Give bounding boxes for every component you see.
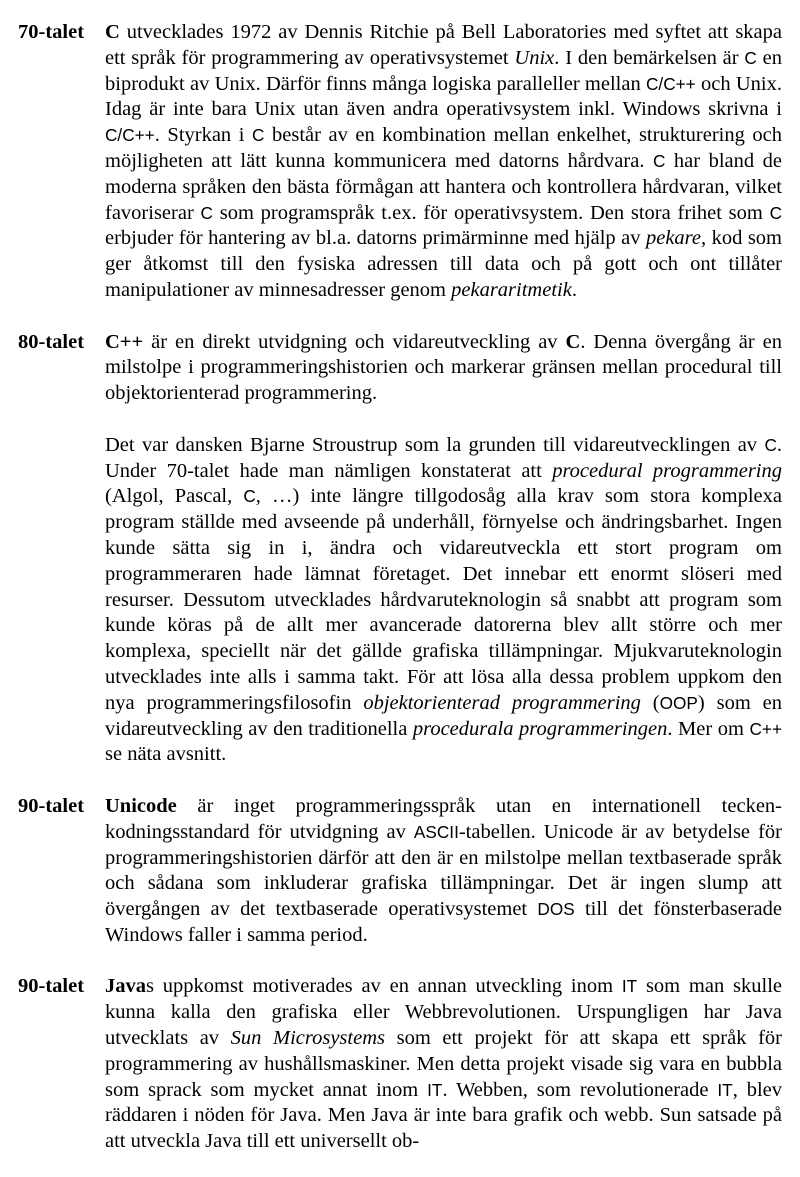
text-run: pekararitmetik <box>451 278 572 301</box>
text-run: s uppkomst motiverades av en annan utveckling inom <box>146 975 622 998</box>
text-run: , blev räddaren i nöden för Java. Men Java är inte bara grafik och webb. Sun satsade på att utveckla Java till ett universellt ob- <box>105 1078 783 1153</box>
text-run: utvecklades 1972 av Dennis Ritchie på Bell Laboratories med syftet att skapa ett språk för programmering av operativsystemet <box>105 21 782 69</box>
text-run: har bland de moderna språken den bästa förmågan att hantera och kontrollera hårdvaran, vilket favoriserar <box>105 149 782 224</box>
text-run: C/C++ <box>105 125 155 146</box>
text-run: C <box>652 150 666 171</box>
text-run: (Algol, Pascal, <box>105 485 244 508</box>
text-run: -tabellen. Unicode är av betydelse för programmeringshistorien därför att den är en milstolpe mellan textbaserade språk och sådana som inkluderar grafiska tillämpningar. Det är ingen slump att övergången av det textbaserade operativsystemet <box>105 820 782 921</box>
text-run: är en direkt utvidgning och vidareutveckling av <box>143 330 566 353</box>
text-run: C <box>243 486 256 507</box>
decade-label: 90-talet <box>18 975 85 998</box>
text-run: objektorienterad programmering <box>363 691 641 714</box>
text-run: C <box>764 434 777 455</box>
text-run: procedural programmering <box>552 459 782 482</box>
text-run: som ett projekt för att skapa ett språk för programmering av hushållsmaskiner. Men detta projekt visade sig vara en bubbla som sprack som mycket annat inom <box>105 1027 782 1101</box>
text-run: . Webben, som revolutionerade <box>442 1078 718 1101</box>
section-content <box>105 794 782 949</box>
section <box>18 330 782 769</box>
text-run: . Mer om <box>667 717 750 740</box>
paragraph <box>105 330 782 407</box>
text-run: pekare <box>645 227 701 250</box>
text-run: C <box>565 330 581 353</box>
text-run: Det var dansken Bjarne Stroustrup som la grunden till vidareutvecklingen av <box>105 433 765 456</box>
section-content <box>105 20 782 304</box>
text-run: , kod som ger åtkomst till den fysiska adressen till data och på gott och ont tillåter manipulationer av minnesadresser genom <box>105 227 782 301</box>
decade-label: 90-talet <box>18 794 85 817</box>
text-run: C <box>200 202 213 223</box>
text-run: Java <box>105 975 146 998</box>
text-run: IT <box>621 976 638 997</box>
text-run: till det fönsterbaserade Windows faller i samma period. <box>105 898 783 946</box>
text-run: Unix <box>514 46 555 69</box>
text-run: . Under 70-talet hade man nämligen konstaterat att <box>105 433 782 482</box>
text-run: Sun Microsystems <box>230 1027 385 1050</box>
text-run: som man skulle kunna kalla den grafiska eller Webbrevolutionen. Urspungligen har Java utvecklats av <box>105 975 783 1050</box>
text-run: DOS <box>537 899 575 920</box>
text-run: Unicode <box>105 794 177 817</box>
section-content <box>105 974 782 1155</box>
text-run: ASCII <box>413 821 459 842</box>
text-run: se näta avsnitt. <box>105 743 227 766</box>
text-run: och Unix. Idag är inte bara Unix utan även andra operativsystem inkl. Windows skrivna i <box>105 72 782 121</box>
section <box>18 794 782 949</box>
text-run: IT <box>717 1079 733 1100</box>
text-run: ) som en vidareutveckling av den traditionella <box>105 691 782 740</box>
text-run: C <box>744 47 757 68</box>
section-content <box>105 330 782 769</box>
text-run: som programspråk t.ex. för operativsystem. Den stora frihet som <box>212 201 770 224</box>
text-run: erbjuder för hantering av bl.a. datorns primärminne med hjälp av <box>105 227 646 250</box>
text-run: IT <box>427 1079 443 1100</box>
text-run: . I den bemärkelsen är <box>554 46 745 69</box>
text-run: C++ <box>105 330 144 353</box>
text-run: är inget programmeringsspråk utan en internationell teckenkodningsstandard för utvidgning av <box>105 794 782 843</box>
text-run: OOP <box>659 692 698 713</box>
paragraph <box>105 794 782 949</box>
section <box>18 974 782 1155</box>
text-run: ( <box>640 691 660 714</box>
paragraph <box>105 974 782 1155</box>
text-run: . Denna övergång är en milstolpe i programmeringshistorien och markerar gränsen mellan procedural till objektorienterad programmering. <box>105 330 782 405</box>
text-run: en biprodukt av Unix. Därför finns många logiska paralleller mellan <box>105 46 782 95</box>
decade-label: 80-talet <box>18 330 85 353</box>
text-run: procedurala programmeringen <box>412 717 668 740</box>
text-run: består av en kombination mellan enkelhet, strukturering och möjligheten att lätt kunna kommunicera med datorns hårdvara. <box>105 124 782 172</box>
text-run: , …) inte längre tillgodosåg alla krav som stora komplexa program ställde med avseende på underhåll, förnyelse och ändringsbarhet. Ingen kunde sätta sig in i, ändra och vidareutveckla ett stort program om programmeraren hade lämnat företaget. Det innebar ett enormt slöseri med resurser. Dessutom utvecklades hårdvaruteknologin så snabbt att program som kunde köras på de allt mer avancerade datorerna blev allt större och mer komplexa, speciellt när det gällde grafiska tillämpningar. Mjukvaruteknologin utvecklades inte alls i samma takt. För att lösa alla dessa problem uppkom den nya programmeringsfilosofin <box>105 485 782 714</box>
paragraph <box>105 20 782 304</box>
section <box>18 20 782 304</box>
decade-label: 70-talet <box>18 21 85 43</box>
text-run: C++ <box>749 718 782 739</box>
text-run: C/C++ <box>645 73 696 94</box>
text-run: C <box>769 202 783 223</box>
paragraph <box>105 433 782 768</box>
text-run: . <box>571 278 577 301</box>
text-run: . Styrkan i <box>154 124 252 147</box>
text-run: C <box>105 21 120 43</box>
text-run: C <box>252 125 265 146</box>
